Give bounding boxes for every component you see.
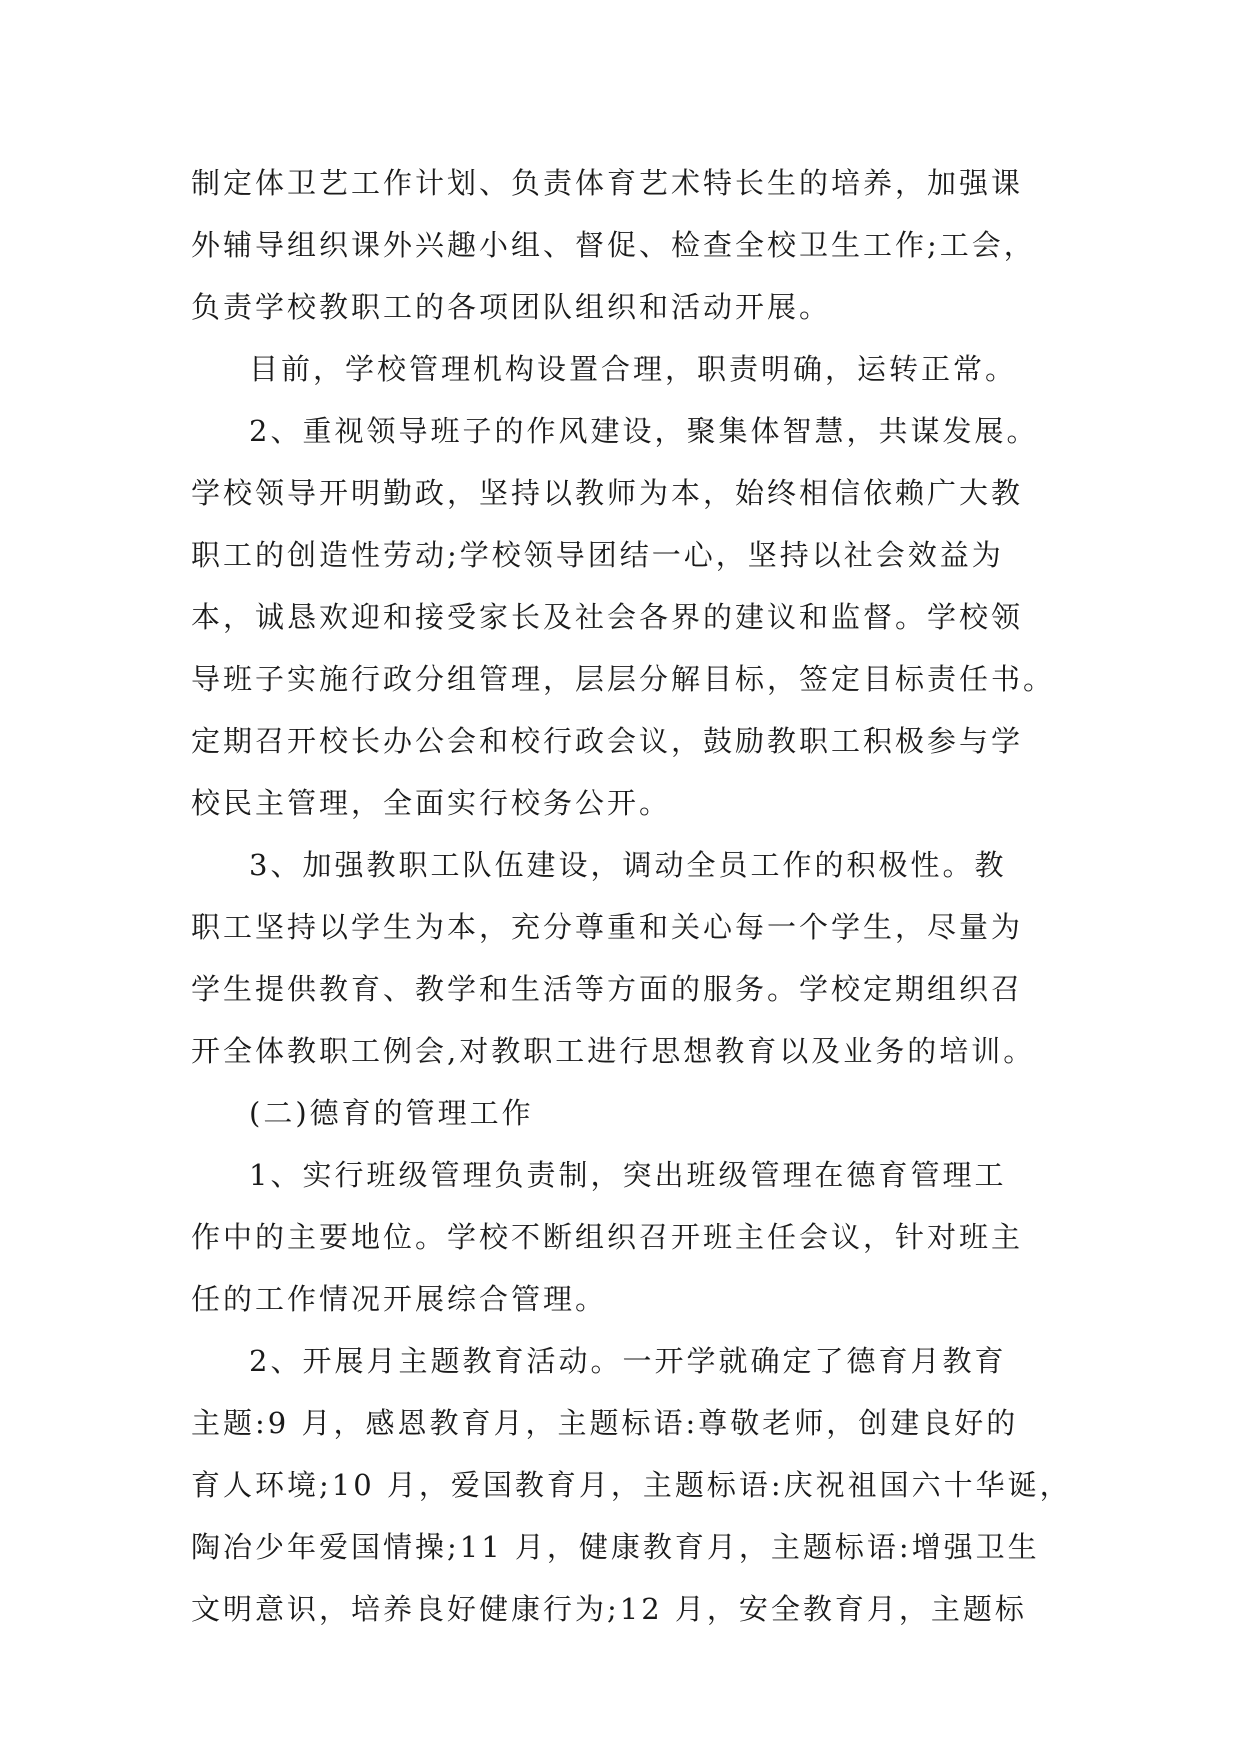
text-line: 作中的主要地位。学校不断组织召开班主任会议，针对班主 bbox=[191, 1220, 1024, 1254]
text-line: 陶冶少年爱国情操;11 月，健康教育月，主题标语:增强卫生 bbox=[191, 1530, 1040, 1564]
text-line: 职工的创造性劳动;学校领导团结一心，坚持以社会效益为 bbox=[191, 538, 1004, 572]
text-line: 本，诚恳欢迎和接受家长及社会各界的建议和监督。学校领 bbox=[191, 600, 1024, 634]
text-line: 定期召开校长办公会和校行政会议，鼓励教职工积极参与学 bbox=[191, 724, 1024, 758]
text-line: 学校领导开明勤政，坚持以教师为本，始终相信依赖广大教 bbox=[191, 476, 1024, 510]
text-line: 负责学校教职工的各项团队组织和活动开展。 bbox=[191, 290, 832, 324]
text-line: 育人环境;10 月，爱国教育月，主题标语:庆祝祖国六十华诞， bbox=[191, 1468, 1072, 1502]
paragraph-first-line: 3、加强教职工队伍建设，调动全员工作的积极性。教 bbox=[249, 848, 1007, 882]
text-line: 导班子实施行政分组管理，层层分解目标，签定目标责任书。 bbox=[191, 662, 1056, 696]
text-line: 文明意识，培养良好健康行为;12 月，安全教育月，主题标 bbox=[191, 1592, 1027, 1626]
text-line: 开全体教职工例会,对教职工进行思想教育以及业务的培训。 bbox=[191, 1034, 1036, 1068]
text-line: 校民主管理，全面实行校务公开。 bbox=[191, 786, 672, 820]
text-line: 主题:9 月，感恩教育月，主题标语:尊敬老师，创建良好的 bbox=[191, 1406, 1019, 1440]
paragraph-first-line: 目前，学校管理机构设置合理，职责明确，运转正常。 bbox=[249, 352, 1018, 386]
text-line: 外辅导组织课外兴趣小组、督促、检查全校卫生工作;工会， bbox=[191, 228, 1036, 262]
paragraph-first-line: 2、重视领导班子的作风建设，聚集体智慧，共谋发展。 bbox=[249, 414, 1039, 448]
text-line: 学生提供教育、教学和生活等方面的服务。学校定期组织召 bbox=[191, 972, 1024, 1006]
paragraph-first-line: 2、开展月主题教育活动。一开学就确定了德育月教育 bbox=[249, 1344, 1007, 1378]
text-line: 制定体卫艺工作计划、负责体育艺术特长生的培养，加强课 bbox=[191, 166, 1024, 200]
document-body bbox=[191, 152, 1072, 1640]
text-line: 职工坚持以学生为本，充分尊重和关心每一个学生，尽量为 bbox=[191, 910, 1024, 944]
text-line: 任的工作情况开展综合管理。 bbox=[191, 1282, 608, 1316]
paragraph-first-line: 1、实行班级管理负责制，突出班级管理在德育管理工 bbox=[249, 1158, 1007, 1192]
section-heading: (二)德育的管理工作 bbox=[249, 1096, 534, 1130]
